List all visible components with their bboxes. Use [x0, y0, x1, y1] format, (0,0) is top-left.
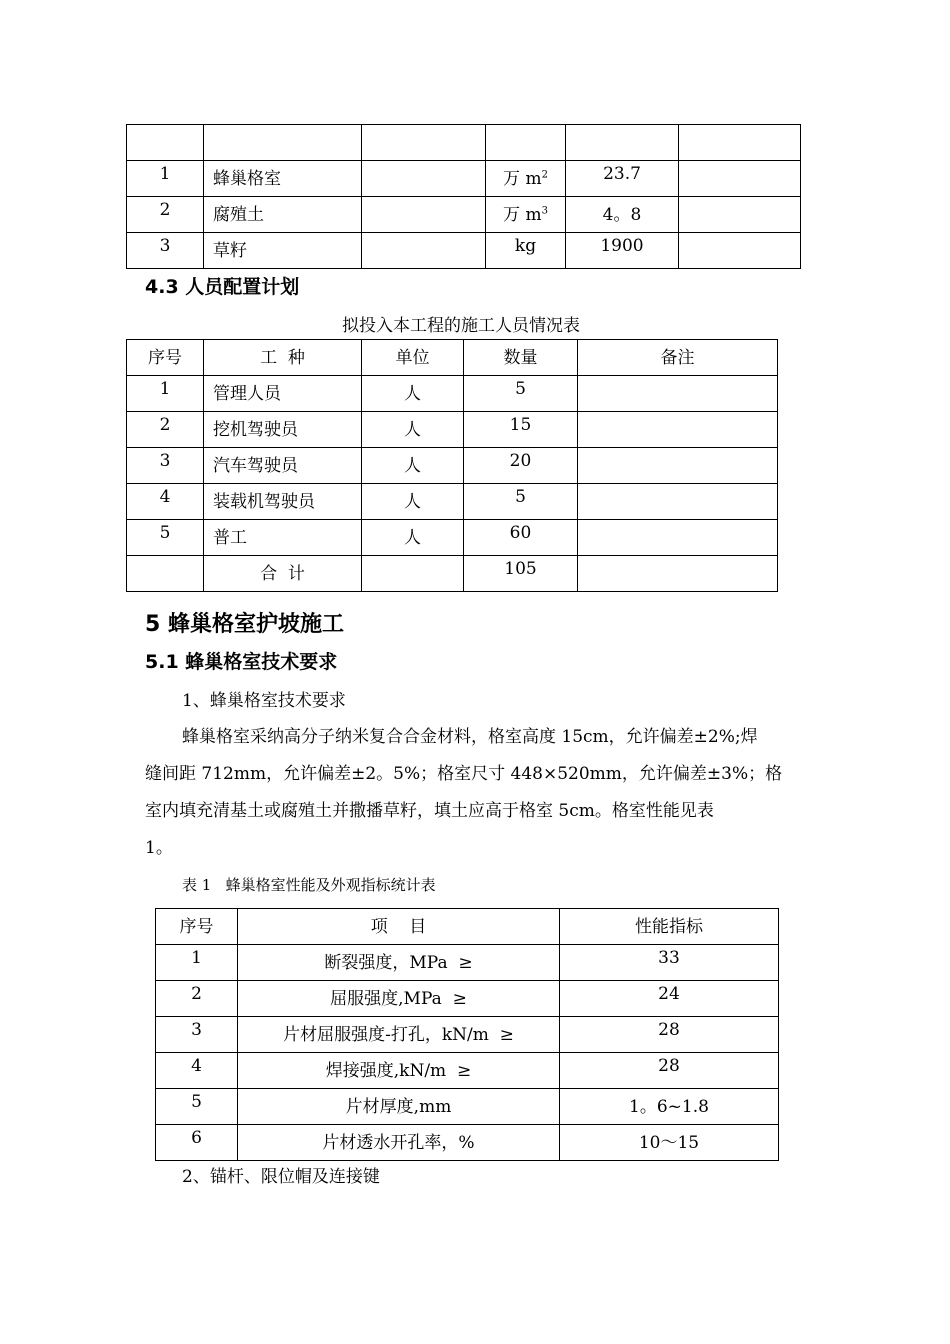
performance-value: [560, 1017, 779, 1053]
material-name: [204, 161, 362, 197]
row-number: [156, 1089, 238, 1125]
row-number: [156, 1125, 238, 1161]
column-header: [362, 340, 464, 376]
material-name: [204, 233, 362, 269]
total-empty: [578, 556, 778, 592]
staff-note: [578, 520, 778, 556]
material-spec: [362, 125, 486, 161]
staff-note: [578, 448, 778, 484]
material-name-text: 草籽: [213, 241, 247, 261]
performance-item: [238, 981, 560, 1017]
row-number-text: 2: [159, 415, 171, 435]
material-quantity-text: 4。8: [602, 205, 642, 225]
row-number: [127, 448, 204, 484]
staff-unit: [362, 520, 464, 556]
row-number: [127, 233, 204, 269]
row-number: [127, 376, 204, 412]
material-quantity: [566, 125, 679, 161]
row-number: [127, 161, 204, 197]
total-quantity: [464, 556, 578, 592]
material-note: [679, 161, 801, 197]
para-line-3: 室内填充清基土或腐殖土并撒播草籽，填土应高于格室 5cm。格室性能见表: [145, 801, 714, 821]
staff-quantity-text: 60: [509, 523, 532, 543]
table-row: [156, 945, 779, 981]
staff-quantity: [464, 448, 578, 484]
material-unit-text: 万 m: [503, 205, 542, 225]
material-unit-superscript: 3: [541, 205, 548, 217]
total-row: [127, 556, 778, 592]
staff-quantity-text: 20: [509, 451, 532, 471]
row-number-text: 3: [159, 451, 171, 471]
row-number: [127, 484, 204, 520]
total-label: [204, 556, 362, 592]
column-header-text: 备注: [660, 348, 695, 368]
staff-quantity: [464, 484, 578, 520]
material-note: [679, 233, 801, 269]
row-number-text: 3: [159, 236, 171, 256]
row-number: [156, 945, 238, 981]
total-label-text: 合 计: [260, 564, 305, 584]
material-unit: [486, 233, 566, 269]
performance-item-text: 片材透水开孔率，%: [322, 1133, 475, 1153]
column-header-text: 序号: [179, 917, 214, 937]
material-spec: [362, 233, 486, 269]
work-type: [204, 520, 362, 556]
row-number-text: 3: [191, 1020, 202, 1040]
staff-quantity: [464, 412, 578, 448]
row-number: [127, 197, 204, 233]
table-row: [127, 412, 778, 448]
staff-unit-text: 人: [404, 492, 421, 512]
performance-item: [238, 1089, 560, 1125]
performance-item: [238, 945, 560, 981]
performance-value: [560, 1125, 779, 1161]
material-unit-superscript: 2: [541, 169, 548, 181]
material-spec: [362, 161, 486, 197]
column-header-text: 数量: [503, 348, 538, 368]
work-type: [204, 376, 362, 412]
material-quantity: [566, 161, 679, 197]
table-row: [127, 233, 801, 269]
staff-quantity: [464, 520, 578, 556]
staff-unit-text: 人: [404, 384, 421, 404]
staff-quantity-text: 5: [515, 487, 526, 507]
material-name: [204, 125, 362, 161]
material-unit: [486, 197, 566, 233]
row-number-text: 5: [191, 1092, 202, 1112]
work-type-text: 汽车驾驶员: [213, 456, 298, 476]
work-type-text: 管理人员: [213, 384, 281, 404]
table-row: [127, 161, 801, 197]
performance-item: [238, 1017, 560, 1053]
column-header: [127, 340, 204, 376]
column-header-text: 性能指标: [635, 917, 703, 937]
material-unit: [486, 125, 566, 161]
para-line-4: 1。: [145, 838, 173, 858]
material-quantity: [566, 197, 679, 233]
para-line-1: 蜂巢格室采纳高分子纳米复合合金材料，格室高度 15cm，允许偏差±2%;焊: [182, 727, 758, 747]
performance-item-text: 焊接强度,kN/m ≥: [325, 1061, 472, 1081]
item-2-text: 2、锚杆、限位帽及连接键: [182, 1167, 380, 1187]
row-number-text: 4: [159, 487, 171, 507]
item-1-text: 1、蜂巢格室技术要求: [182, 691, 346, 711]
material-note: [679, 197, 801, 233]
total-quantity-text: 105: [504, 559, 537, 579]
table-row: [127, 197, 801, 233]
performance-item-text: 片材厚度,mm: [345, 1097, 452, 1117]
material-quantity: [566, 233, 679, 269]
table-row: [156, 1125, 779, 1161]
column-header-text: 序号: [148, 348, 182, 368]
staff-table: [126, 339, 778, 592]
section-5-heading: 5 蜂巢格室护坡施工: [145, 612, 344, 637]
staff-unit: [362, 484, 464, 520]
performance-item: [238, 1053, 560, 1089]
work-type: [204, 448, 362, 484]
staff-quantity-text: 15: [509, 415, 532, 435]
table-row: [127, 448, 778, 484]
total-empty: [127, 556, 204, 592]
performance-value-text: 24: [658, 984, 680, 1004]
row-number: [127, 520, 204, 556]
column-header-text: 项 目: [370, 917, 427, 937]
staff-note: [578, 412, 778, 448]
performance-value-text: 10～15: [638, 1133, 700, 1153]
column-header-text: 单位: [395, 348, 430, 368]
work-type: [204, 484, 362, 520]
section-4-3-heading: 4.3 人员配置计划: [145, 276, 300, 298]
material-unit-text: kg: [514, 236, 537, 256]
row-number-text: 2: [191, 984, 202, 1004]
staff-quantity: [464, 376, 578, 412]
row-number: [127, 125, 204, 161]
performance-item: [238, 1125, 560, 1161]
row-number: [156, 981, 238, 1017]
section-5-1-heading: 5.1 蜂巢格室技术要求: [145, 651, 338, 673]
material-quantity-text: 1900: [600, 236, 644, 256]
performance-item-text: 屈服强度,MPa ≥: [330, 989, 467, 1009]
staff-unit: [362, 448, 464, 484]
table-header-row: [127, 340, 778, 376]
staff-unit-text: 人: [404, 528, 421, 548]
material-table: [126, 124, 801, 269]
column-header: [464, 340, 578, 376]
performance-value: [560, 945, 779, 981]
row-number: [156, 1053, 238, 1089]
material-name: [204, 197, 362, 233]
total-empty: [362, 556, 464, 592]
performance-value-text: 1。6~1.8: [629, 1097, 709, 1117]
row-number-text: 1: [191, 948, 202, 968]
column-header: [560, 909, 779, 945]
table-header-row: [156, 909, 779, 945]
table-row: [156, 1017, 779, 1053]
material-unit: [486, 161, 566, 197]
row-number-text: 4: [191, 1056, 202, 1076]
table-row: [127, 484, 778, 520]
performance-value: [560, 1053, 779, 1089]
row-number: [127, 412, 204, 448]
column-header: [204, 340, 362, 376]
column-header: [238, 909, 560, 945]
table1-caption: 表 1 蜂巢格室性能及外观指标统计表: [182, 876, 436, 894]
work-type-text: 挖机驾驶员: [213, 420, 298, 440]
staff-table-caption: 拟投入本工程的施工人员情况表: [342, 316, 580, 336]
material-name-text: 蜂巢格室: [213, 169, 281, 189]
row-number-text: 6: [191, 1128, 202, 1148]
staff-note: [578, 376, 778, 412]
material-unit-text: 万 m: [503, 169, 542, 189]
table-row: [127, 376, 778, 412]
staff-note: [578, 484, 778, 520]
row-number-text: 1: [159, 164, 171, 184]
performance-value: [560, 981, 779, 1017]
column-header: [156, 909, 238, 945]
performance-value-text: 28: [658, 1020, 680, 1040]
material-note: [679, 125, 801, 161]
staff-unit-text: 人: [404, 420, 421, 440]
performance-value: [560, 1089, 779, 1125]
work-type-text: 装载机驾驶员: [213, 492, 315, 512]
staff-unit: [362, 412, 464, 448]
row-number: [156, 1017, 238, 1053]
row-number-text: 1: [159, 379, 171, 399]
performance-item-text: 断裂强度，MPa ≥: [324, 953, 473, 973]
material-name-text: 腐殖土: [213, 205, 264, 225]
work-type-text: 普工: [213, 528, 247, 548]
work-type: [204, 412, 362, 448]
performance-item-text: 片材屈服强度-打孔，kN/m ≥: [283, 1025, 514, 1045]
staff-quantity-text: 5: [515, 379, 526, 399]
table-row: [127, 125, 801, 161]
row-number-text: 2: [159, 200, 171, 220]
staff-unit-text: 人: [404, 456, 421, 476]
table-row: [127, 520, 778, 556]
column-header-text: 工 种: [260, 348, 305, 368]
table-row: [156, 1053, 779, 1089]
material-spec: [362, 197, 486, 233]
performance-value-text: 33: [658, 948, 680, 968]
material-quantity-text: 23.7: [603, 164, 641, 184]
para-line-2: 缝间距 712mm，允许偏差±2。5%；格室尺寸 448×520mm，允许偏差±3%；格: [145, 764, 783, 784]
table-row: [156, 981, 779, 1017]
performance-value-text: 28: [658, 1056, 680, 1076]
row-number-text: 5: [159, 523, 171, 543]
staff-unit: [362, 376, 464, 412]
column-header: [578, 340, 778, 376]
table-row: [156, 1089, 779, 1125]
performance-table: [155, 908, 779, 1161]
